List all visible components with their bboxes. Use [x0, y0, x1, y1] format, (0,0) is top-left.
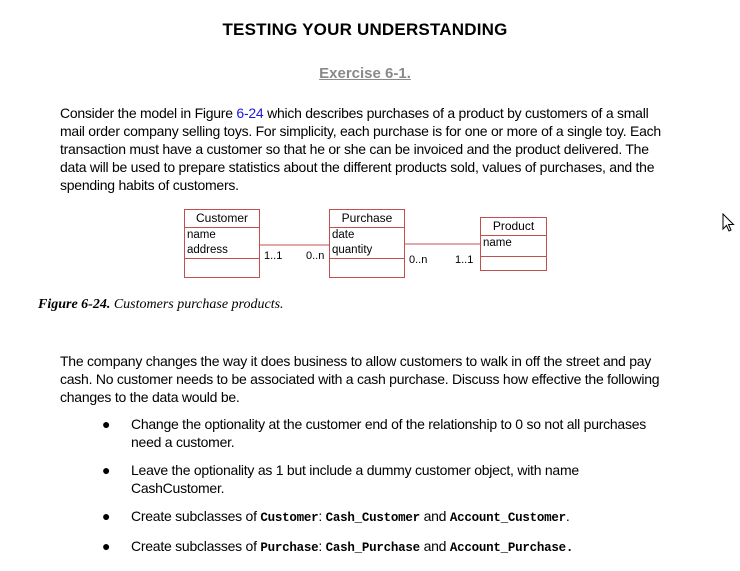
caption-text: Customers purchase products. [110, 297, 284, 312]
bullet-icon: ● [102, 508, 111, 524]
class-name: Purchase [330, 210, 404, 228]
subclass-code: Cash_Customer [325, 511, 420, 525]
attribute: name [483, 237, 512, 249]
attribute: address [187, 244, 228, 256]
list-item-text: Change the optionality at the customer end of the relationship to 0 so not all purchases need a customer. [131, 416, 647, 450]
options-list [100, 415, 660, 567]
class-code: Customer [260, 511, 319, 525]
class-attributes [330, 228, 404, 259]
class-attributes [481, 236, 546, 257]
mouse-pointer-icon [722, 213, 736, 233]
conjunction: and [419, 508, 450, 524]
list-item-text: Leave the optionality as 1 but include a dummy customer object, with name CashCustomer. [131, 462, 579, 496]
intro-text-start: Consider the model in Figure [60, 105, 237, 121]
figure-link[interactable]: 6-24 [236, 105, 264, 121]
subclass-code: Account_Purchase. [449, 541, 574, 555]
figure-caption [38, 297, 284, 313]
section-heading: TESTING YOUR UNDERSTANDING [222, 20, 508, 39]
attribute: date [332, 229, 355, 241]
scenario-paragraph: The company changes the way it does business to allow customers to walk in off the street and pay cash. No customer needs to be associated with a cash purchase. Discuss how effective the following changes to the data would be. [60, 353, 660, 405]
multiplicity-purchase-right: 0..n [409, 254, 428, 266]
bullet-icon: ● [102, 462, 111, 478]
list-item [100, 507, 660, 527]
class-name: Customer [185, 210, 259, 228]
class-code: Purchase [260, 541, 319, 555]
exercise-title: Exercise 6-1. [319, 65, 411, 82]
bullet-icon: ● [102, 416, 111, 432]
class-methods [330, 259, 404, 267]
list-item-prefix: Create subclasses of [131, 508, 261, 524]
class-name: Product [481, 218, 546, 236]
multiplicity-purchase-left: 0..n [306, 250, 325, 262]
subclass-code: Cash_Purchase [325, 541, 420, 555]
attribute: quantity [332, 244, 373, 256]
separator: : [318, 538, 326, 554]
bullet-icon: ● [102, 538, 111, 554]
list-item-prefix: Create subclasses of [131, 538, 261, 554]
class-methods [481, 257, 546, 265]
caption-label: Figure 6-24. [38, 297, 111, 312]
class-attributes [185, 228, 259, 259]
multiplicity-product-end: 1..1 [455, 254, 474, 266]
class-methods [185, 259, 259, 267]
list-item [100, 537, 660, 557]
terminator: . [565, 508, 570, 524]
subclass-code: Account_Customer [449, 511, 566, 525]
list-item [100, 461, 660, 497]
class-purchase [329, 209, 405, 278]
intro-text-end: which describes purchases of a product by customers of a small mail order company selling toys. For simplicity, each purchase is for one or more of a single toy. Each transaction must have a customer so that he or she can be invoiced and the product delivered. The data will be used to prepare statistics about the different products sold, values of purchases, and the spending habits of customers. [60, 105, 661, 193]
conjunction: and [419, 538, 450, 554]
multiplicity-customer-end: 1..1 [264, 250, 283, 262]
class-product [480, 217, 547, 271]
list-item [100, 415, 660, 451]
attribute: name [187, 229, 216, 241]
class-customer [184, 209, 260, 278]
separator: : [318, 508, 326, 524]
